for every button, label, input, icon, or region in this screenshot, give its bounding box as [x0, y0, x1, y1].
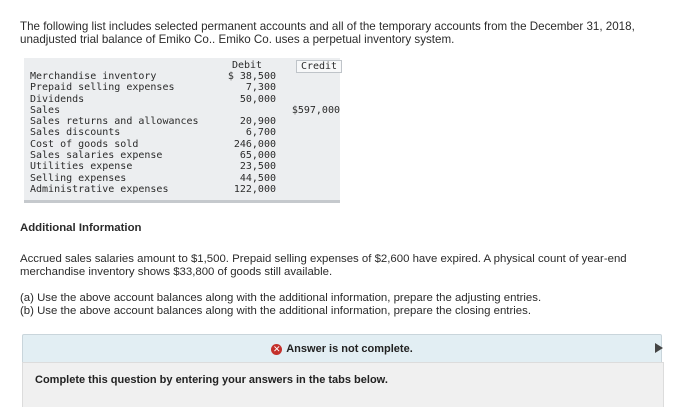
error-x-icon: ✕ [272, 343, 281, 354]
account-name: Dividends [30, 93, 85, 105]
table-row [30, 94, 340, 105]
question-parts [20, 292, 670, 318]
debit-amount: 23,500 [239, 161, 276, 173]
credit-amount: $597,000 [291, 104, 340, 116]
table-row [30, 173, 340, 184]
question-intro [20, 20, 670, 46]
answer-status [271, 343, 413, 355]
table-row [30, 139, 340, 150]
table-row [30, 127, 340, 138]
debit-amount: 7,300 [245, 82, 276, 94]
tabs-instructions-text: Complete this question by entering your answers in the tabs below. [35, 374, 388, 386]
additional-info-title: Additional Information [20, 222, 142, 234]
additional-line-1: Accrued sales salaries amount to $1,500. Prepaid selling expenses of $2,600 have expired. A physical count of year-end [20, 253, 627, 265]
account-name: Sales discounts [30, 127, 121, 139]
table-row [30, 105, 340, 116]
account-name: Cost of goods sold [30, 138, 139, 150]
account-name: Administrative expenses [30, 183, 169, 195]
account-name: Prepaid selling expenses [30, 82, 175, 94]
account-name: Sales returns and allowances [30, 116, 199, 128]
table-bottom-rule [24, 200, 340, 203]
trial-balance-rows [30, 71, 340, 195]
table-row [30, 184, 340, 195]
debit-amount: 6,700 [245, 127, 276, 139]
answer-status-bar[interactable] [22, 334, 662, 364]
table-row [30, 82, 340, 93]
table-row [30, 116, 340, 127]
account-name: Sales [30, 104, 61, 116]
account-name: Selling expenses [30, 172, 127, 184]
table-row [30, 150, 340, 161]
account-name: Sales salaries expense [30, 150, 163, 162]
additional-info-body [20, 253, 670, 279]
account-name: Merchandise inventory [30, 71, 157, 82]
answer-status-text: Answer is not complete. [286, 343, 413, 355]
intro-line-2: unadjusted trial balance of Emiko Co.. Emiko Co. uses a perpetual inventory system. [20, 33, 455, 46]
table-row [30, 71, 340, 82]
debit-amount: 122,000 [233, 183, 276, 195]
part-a: (a) Use the above account balances along with the additional information, prepare the adjusting entries. [20, 292, 542, 304]
debit-column-header: Debit [231, 60, 263, 71]
intro-line-1: The following list includes selected permanent accounts and all of the temporary accounts from the December 31, 2018, [20, 20, 635, 33]
tabs-instructions-panel [22, 362, 664, 407]
debit-amount: 50,000 [239, 93, 276, 105]
account-name: Utilities expense [30, 161, 133, 173]
expand-arrow-icon[interactable] [655, 343, 663, 353]
credit-column-header: Credit [296, 60, 342, 73]
debit-amount: 65,000 [239, 150, 276, 162]
part-b: (b) Use the above account balances along with the additional information, prepare the closing entries. [20, 305, 531, 317]
table-row [30, 161, 340, 172]
debit-amount: $ 38,500 [227, 71, 276, 82]
trial-balance-table [24, 58, 340, 204]
debit-amount: 44,500 [239, 172, 276, 184]
debit-amount: 246,000 [233, 138, 276, 150]
additional-line-2: merchandise inventory shows $33,800 of goods still available. [20, 266, 333, 278]
debit-amount: 20,900 [239, 116, 276, 128]
